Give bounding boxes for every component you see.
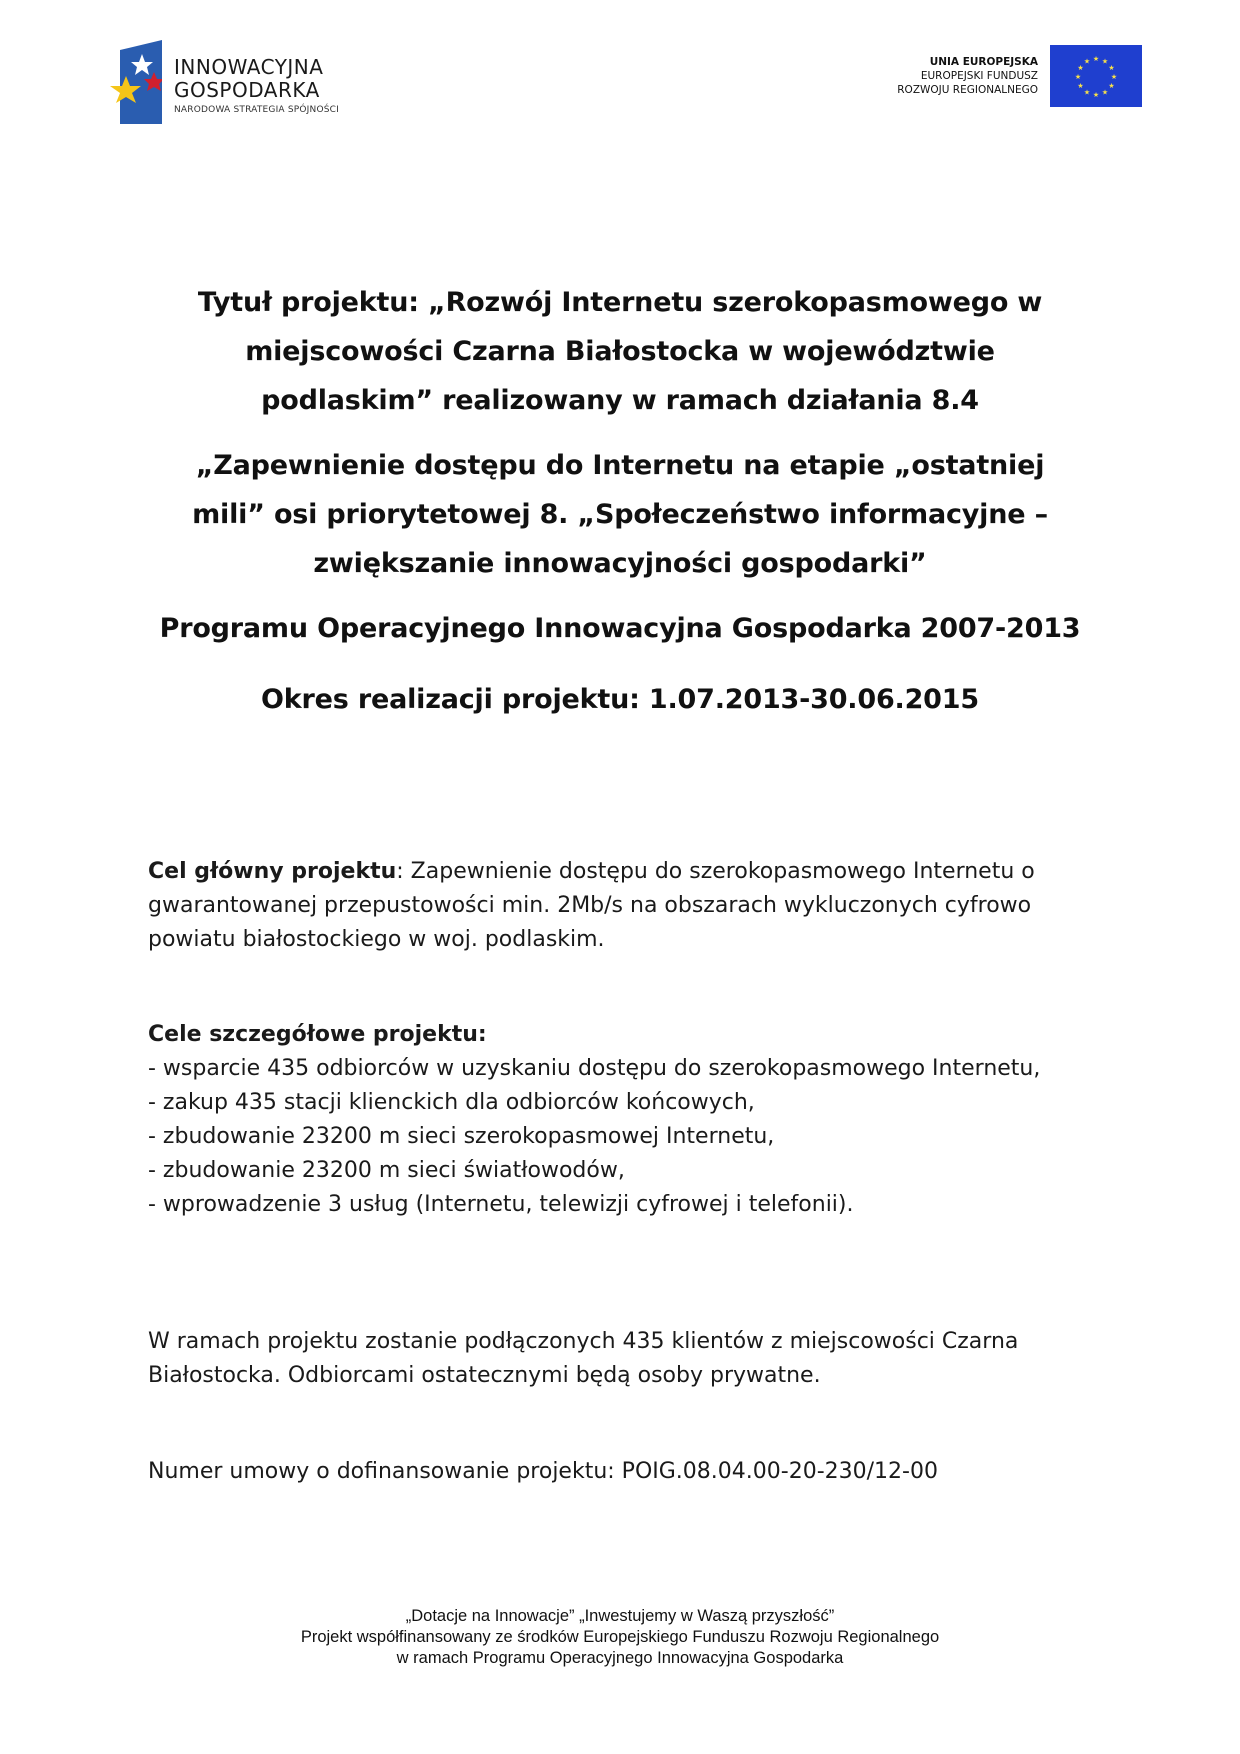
svg-text:★: ★ xyxy=(1110,73,1118,81)
realization-period: Okres realizacji projektu: 1.07.2013-30.06.2015 xyxy=(261,684,979,715)
specific-goals-list xyxy=(148,1052,1108,1222)
list-item: - wsparcie 435 odbiorców w uzyskaniu dostępu do szerokopasmowego Internetu, xyxy=(148,1056,1041,1081)
main-goal-label: Cel główny projektu xyxy=(148,859,397,884)
main-goal-text: : Zapewnienie dostępu do szerokopasmowego Internetu o gwarantowanej przepustowości min. 2Mb/s na obszarach wykluczonych cyfrowo powiatu białostockiego w woj. podlaskim. xyxy=(148,859,1035,952)
svg-text:★: ★ xyxy=(1074,73,1082,81)
svg-text:★: ★ xyxy=(1083,57,1091,66)
footer-line2: Projekt współfinansowany ze środków Europejskiego Funduszu Rozwoju Regionalnego xyxy=(300,1628,940,1646)
main-goal-section xyxy=(148,855,1108,957)
summary-paragraph: W ramach projektu zostanie podłączonych 435 klientów z miejscowości Czarna Białostocka. Odbiorcami ostatecznymi będą osoby prywatne. xyxy=(148,1329,1019,1388)
eu-logo xyxy=(897,45,1142,107)
svg-text:★: ★ xyxy=(1101,57,1109,66)
eu-line3: ROZWOJU REGIONALNEGO xyxy=(897,84,1038,96)
stars-emblem-icon xyxy=(110,40,162,124)
svg-text:★: ★ xyxy=(1077,82,1084,90)
list-item: - zbudowanie 23200 m sieci światłowodów, xyxy=(148,1158,625,1183)
footer-line3: w ramach Programu Operacyjnego Innowacyjna Gospodarka xyxy=(396,1649,844,1667)
innowacyjna-gospodarka-logo xyxy=(110,40,339,124)
logo-title-line1: INNOWACYJNA xyxy=(174,54,324,79)
list-item: - zakup 435 stacji klienckich dla odbiorców końcowych, xyxy=(148,1090,755,1115)
eu-line2: EUROPEJSKI FUNDUSZ xyxy=(920,70,1038,82)
list-item: - wprowadzenie 3 usług (Internetu, telewizji cyfrowej i telefonii). xyxy=(148,1192,854,1217)
program-name: Programu Operacyjnego Innowacyjna Gospodarka 2007-2013 xyxy=(159,613,1081,644)
logo-title-line2: GOSPODARKA xyxy=(174,77,320,102)
project-headings xyxy=(120,278,1120,746)
action-description: „Zapewnienie dostępu do Internetu na etapie „ostatniej mili” osi priorytetowej 8. „Społeczeństwo informacyjne – zwiększanie innowacyjności gospodarki” xyxy=(192,450,1048,579)
eu-line1: UNIA EUROPEJSKA xyxy=(929,56,1038,68)
svg-text:★: ★ xyxy=(1077,64,1084,72)
project-title: Tytuł projektu: „Rozwój Internetu szerokopasmowego w miejscowości Czarna Białostocka w województwie podlaskim” realizowany w ramach działania 8.4 xyxy=(197,287,1043,416)
svg-text:★: ★ xyxy=(1101,88,1109,97)
eu-flag-icon xyxy=(1050,45,1142,107)
contract-number: Numer umowy o dofinansowanie projektu: POIG.08.04.00-20-230/12-00 xyxy=(148,1459,938,1484)
svg-text:★: ★ xyxy=(1083,88,1091,97)
logo-subtitle: NARODOWA STRATEGIA SPÓJNOŚCI xyxy=(174,104,339,115)
svg-text:★: ★ xyxy=(1108,64,1115,72)
footer-line1: „Dotacje na Innowacje” „Inwestujemy w Waszą przyszłość” xyxy=(405,1607,835,1625)
svg-text:★: ★ xyxy=(1092,55,1100,63)
footer xyxy=(200,1606,1040,1669)
list-item: - zbudowanie 23200 m sieci szerokopasmowej Internetu, xyxy=(148,1124,775,1149)
specific-goals-label: Cele szczegółowe projektu: xyxy=(148,1022,487,1047)
specific-goals-section xyxy=(148,1018,1108,1222)
svg-text:★: ★ xyxy=(1092,91,1100,99)
svg-text:★: ★ xyxy=(1108,82,1115,90)
